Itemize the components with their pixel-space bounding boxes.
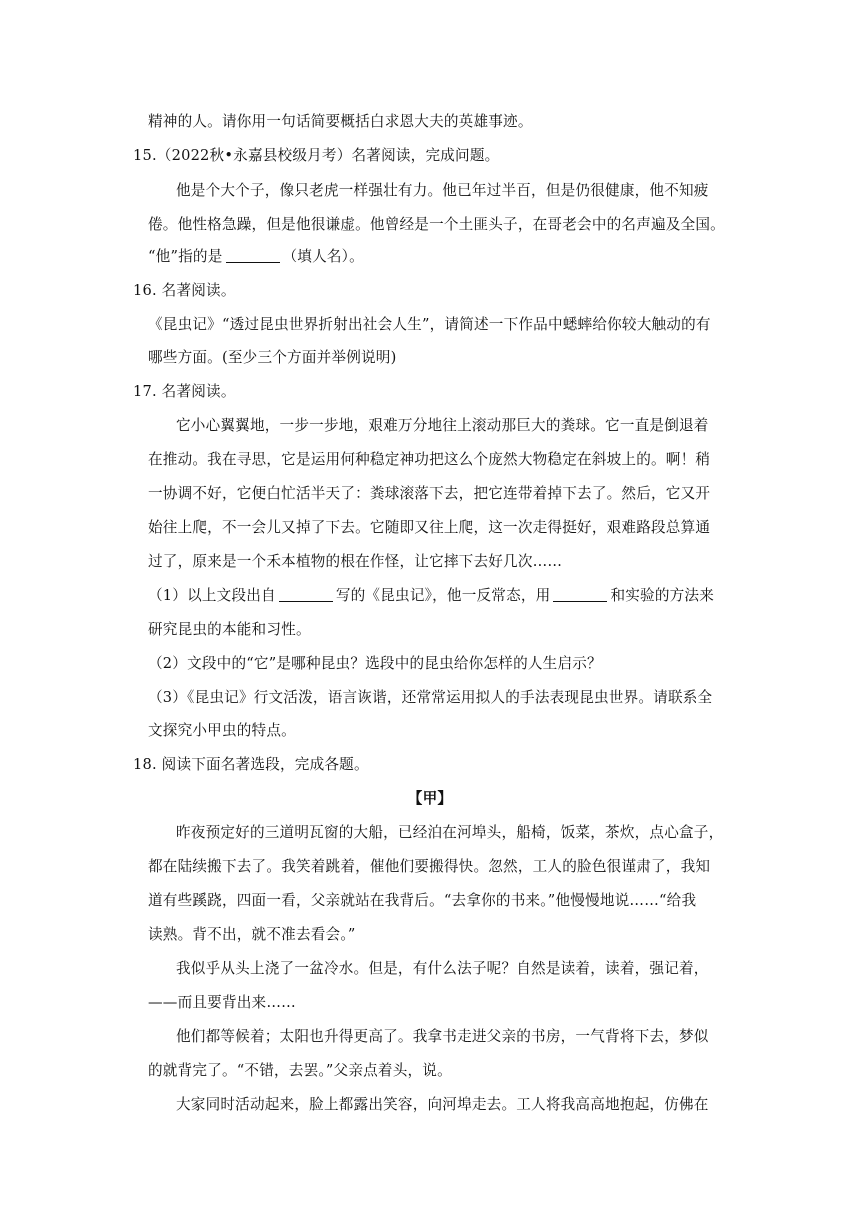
text-line: 都在陆续搬下去了。我笑着跳着，催他们要搬得快。忽然，工人的脸色很谨肃了，我知 bbox=[148, 858, 711, 875]
text-line: 过了，原来是一个禾本植物的根在作怪，让它摔下去好几次…… bbox=[148, 553, 563, 570]
text-line: 倦。他性格急躁，但是他很谦虚。他曾经是一个土匪头子，在哥老会中的名声遍及全国。 bbox=[148, 216, 725, 233]
text-line: 他们都等候着；太阳也升得更高了。我拿书走进父亲的书房，一气背将下去，梦似 bbox=[176, 1028, 709, 1045]
text-line bbox=[148, 247, 364, 267]
text-line: 我似乎从头上浇了一盆冷水。但是，有什么法子呢？自然是读着，读着，强记着， bbox=[176, 960, 709, 977]
question-16-heading: 16. 名著阅读。 bbox=[133, 282, 236, 299]
text-line: 文探究小甲虫的特点。 bbox=[148, 722, 296, 739]
text-line: 昨夜预定好的三道明瓦窗的大船，已经泊在河埠头，船椅，饭菜，茶炊，点心盒子， bbox=[176, 824, 724, 841]
question-15-heading: 15.（2022秋•永嘉县校级月考）名著阅读，完成问题。 bbox=[133, 147, 500, 164]
text-segment: （1）以上文段出自 bbox=[148, 587, 276, 604]
text-line: 读熟。背不出，就不准去看会。” bbox=[148, 926, 356, 943]
text-line: 哪些方面。(至少三个方面并举例说明) bbox=[148, 349, 397, 366]
text-segment: （填人名）。 bbox=[282, 248, 364, 265]
question-17-heading: 17. 名著阅读。 bbox=[133, 383, 236, 400]
text-line bbox=[148, 586, 714, 606]
text-line: 始往上爬，不一会儿又掉了下去。它随即又往上爬，这一次走得挺好，艰难路段总算通 bbox=[148, 519, 711, 536]
text-segment: “他”指的是 bbox=[148, 248, 223, 265]
fill-blank[interactable] bbox=[226, 248, 280, 263]
text-line: （2）文段中的“它”是哪种昆虫？选段中的昆虫给你怎样的人生启示？ bbox=[148, 655, 602, 672]
question-18-heading: 18. 阅读下面名著选段，完成各题。 bbox=[133, 756, 369, 773]
text-line: 道有些蹊跷，四面一看，父亲就站在我背后。“去拿你的书来。”他慢慢地说……“给我 bbox=[148, 892, 697, 909]
fill-blank[interactable] bbox=[553, 587, 607, 602]
text-line: 他是个大个子，像只老虎一样强壮有力。他已年过半百，但是仍很健康，他不知疲 bbox=[176, 182, 709, 199]
fill-blank[interactable] bbox=[279, 587, 333, 602]
text-segment: 写的《昆虫记》，他一反常态，用 bbox=[335, 587, 551, 604]
text-line: 一协调不好，它便白忙活半天了：粪球滚落下去，把它连带着掉下去了。然后，它又开 bbox=[148, 485, 711, 502]
text-line: 《昆虫记》“透过昆虫世界折射出社会人生”，请简述一下作品中蟋蟀给你较大触动的有 bbox=[148, 316, 711, 333]
text-line: （3）《昆虫记》行文活泼，语言诙谐，还常常运用拟人的手法表现昆虫世界。请联系全 bbox=[148, 689, 713, 706]
text-segment: 和实验的方法来 bbox=[610, 587, 715, 604]
text-line: ——而且要背出来…… bbox=[148, 994, 296, 1011]
text-line: 精神的人。请你用一句话简要概括白求恩大夫的英雄事迹。 bbox=[148, 113, 533, 130]
text-line: 在推动。我在寻思，它是运用何种稳定神功把这么个庞然大物稳定在斜坡上的。啊！稍 bbox=[148, 451, 711, 468]
text-line: 大家同时活动起来，脸上都露出笑容，向河埠走去。工人将我高高地抱起，仿佛在 bbox=[176, 1096, 709, 1113]
text-line: 研究昆虫的本能和习性。 bbox=[148, 621, 311, 638]
text-line: 的就背完了。“不错，去罢。”父亲点着头，说。 bbox=[148, 1062, 452, 1079]
section-label: 【甲】 bbox=[407, 790, 453, 807]
text-line: 它小心翼翼地，一步一步地，艰难万分地往上滚动那巨大的粪球。它一直是倒退着 bbox=[176, 417, 709, 434]
